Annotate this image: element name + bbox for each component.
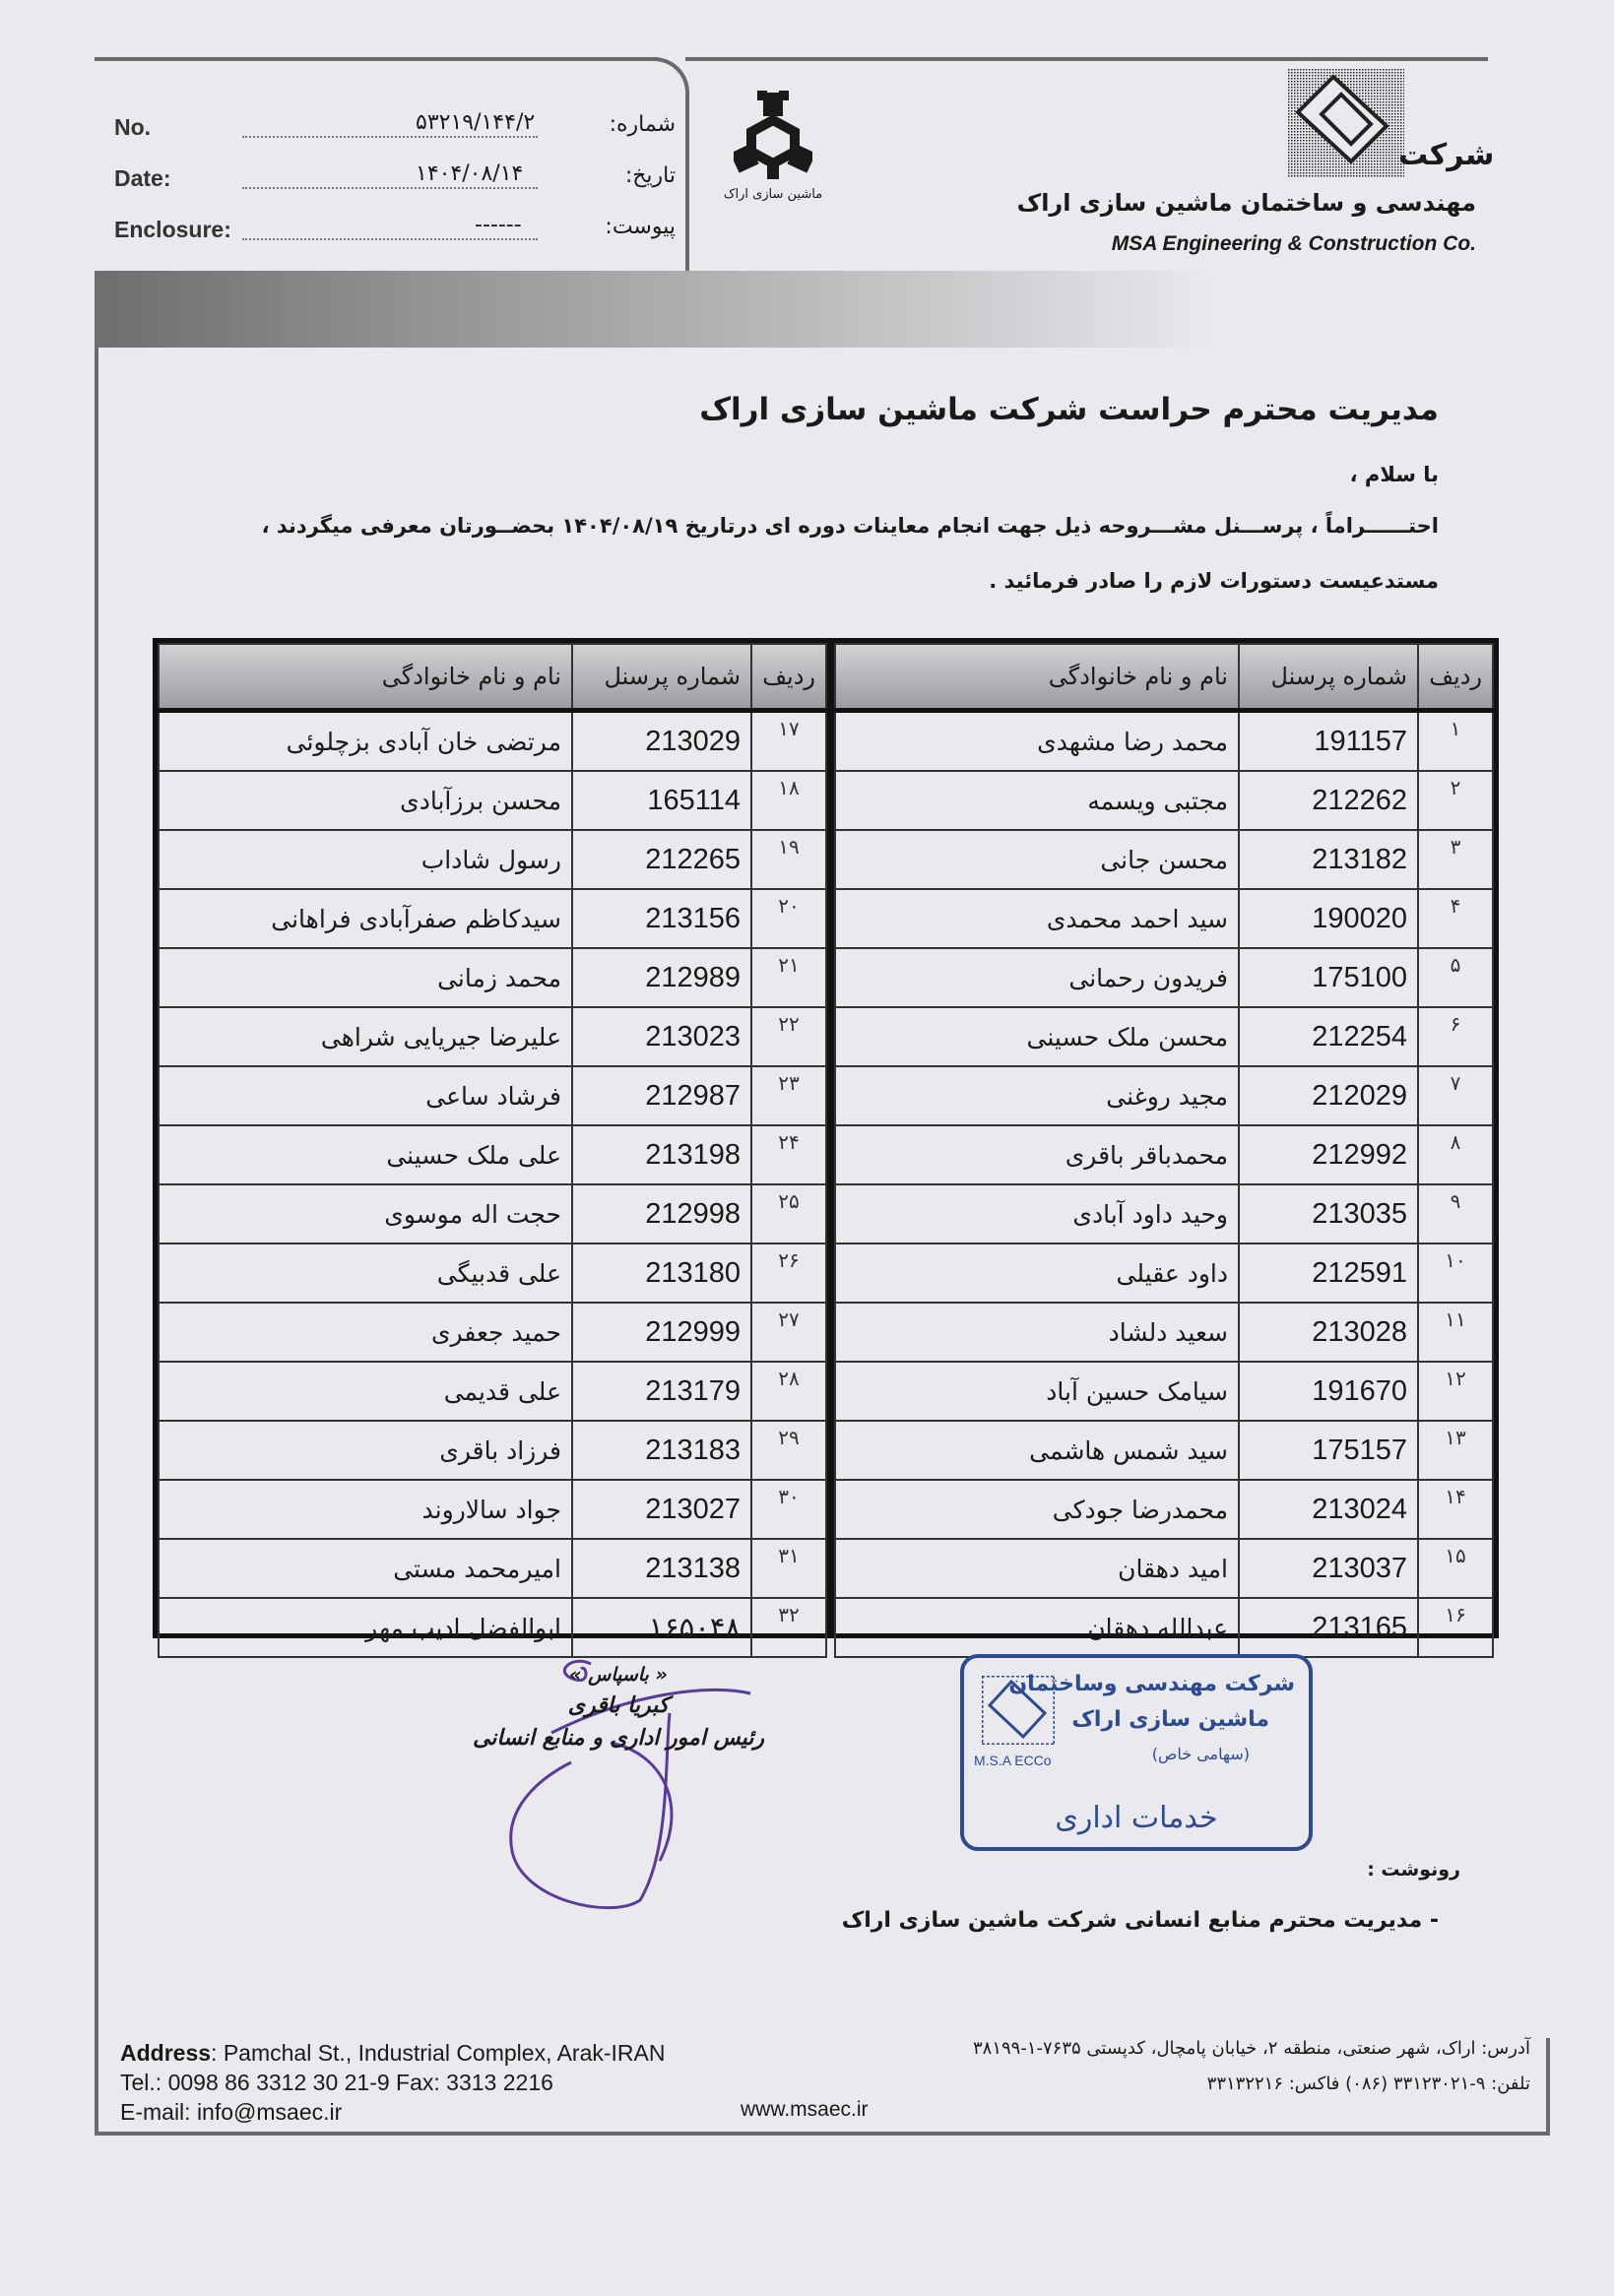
personnel-number-cell: 212989	[572, 948, 751, 1007]
full-name-cell: فرزاد باقری	[159, 1421, 572, 1480]
stamp-bottom-text: خدمات اداری	[1055, 1801, 1218, 1835]
row-number-cell: ۱۵	[1418, 1539, 1493, 1598]
full-name-cell: رسول شاداب	[159, 830, 572, 889]
full-name-cell: سیامک حسین آباد	[835, 1362, 1239, 1421]
table-row	[835, 1303, 1493, 1362]
row-number-cell: ۲۴	[751, 1125, 826, 1184]
full-name-cell: محمد زمانی	[159, 948, 572, 1007]
full-name-cell: امیرمحمد مستی	[159, 1539, 572, 1598]
table-row	[835, 1480, 1493, 1539]
addressee: مدیریت محترم حراست شرکت ماشین سازی اراک	[699, 392, 1439, 427]
table-row	[835, 889, 1493, 948]
table-row	[159, 1421, 826, 1480]
full-name-cell: امید دهقان	[835, 1539, 1239, 1598]
table-row	[159, 711, 826, 772]
row-number-cell: ۱۸	[751, 771, 826, 830]
table-row	[159, 1007, 826, 1066]
signature-thanks: « باسپاس »	[569, 1664, 668, 1686]
table-row	[159, 830, 826, 889]
personnel-number-cell: 213035	[1239, 1184, 1418, 1244]
personnel-number-cell: 213180	[572, 1244, 751, 1303]
footer-address-fa: آدرس: اراک، شهر صنعتی، منطقه ۲، خیابان پامچال، کدپستی ۷۶۳۵-۱-۳۸۱۹۹	[973, 2038, 1530, 2059]
full-name-cell: فریدون رحمانی	[835, 948, 1239, 1007]
cc-item: - مدیریت محترم منابع انسانی شرکت ماشین سازی اراک	[841, 1908, 1439, 1933]
body-line-2: مستدعیست دستورات لازم را صادر فرمائید .	[989, 569, 1439, 593]
greeting: با سلام ،	[1349, 463, 1439, 486]
cc-label: رونوشت :	[1367, 1859, 1460, 1881]
row-number-cell: ۲۳	[751, 1066, 826, 1125]
company-name-en: MSA Engineering & Construction Co.	[1111, 232, 1476, 255]
row-number-cell: ۲۹	[751, 1421, 826, 1480]
enclosure-label-en: Enclosure:	[114, 217, 231, 242]
personnel-number-cell: 213028	[1239, 1303, 1418, 1362]
personnel-number-cell: 213138	[572, 1539, 751, 1598]
full-name-cell: داود عقیلی	[835, 1244, 1239, 1303]
number-label-en: No.	[114, 114, 152, 140]
header-name: نام و نام خانوادگی	[159, 644, 572, 711]
row-number-cell: ۱۹	[751, 830, 826, 889]
row-number-cell: ۱۲	[1418, 1362, 1493, 1421]
table-header-row	[159, 644, 826, 711]
enclosure-line	[114, 211, 676, 250]
table-row	[159, 1244, 826, 1303]
full-name-cell: فرشاد ساعی	[159, 1066, 572, 1125]
number-value: ۵۳۲۱۹/۱۴۴/۲	[410, 110, 541, 135]
personnel-number-cell: 212992	[1239, 1125, 1418, 1184]
row-number-cell: ۱۷	[751, 711, 826, 772]
full-name-cell: محمدباقر باقری	[835, 1125, 1239, 1184]
table-row	[159, 1539, 826, 1598]
date-label-en: Date:	[114, 165, 171, 191]
personnel-number-cell: 212254	[1239, 1007, 1418, 1066]
footer-contact-fa	[973, 2031, 1530, 2102]
row-number-cell: ۱۴	[1418, 1480, 1493, 1539]
full-name-cell: محسن ملک حسینی	[835, 1007, 1239, 1066]
stamp-line-3: (سهامی خاص)	[1151, 1745, 1250, 1763]
table-row	[159, 1480, 826, 1539]
personnel-number-cell: 213182	[1239, 830, 1418, 889]
footer-tel: Tel.: 0098 86 3312 30 21-9 Fax: 3313 2216	[120, 2070, 553, 2095]
row-number-cell: ۸	[1418, 1125, 1493, 1184]
date-value: ۱۴۰۴/۰۸/۱۴	[410, 161, 529, 186]
row-number-cell: ۱۳	[1418, 1421, 1493, 1480]
table-row	[835, 711, 1493, 772]
footer-address-label: Address	[120, 2040, 212, 2066]
personnel-number-cell: ۱۶۵۰۴۸	[572, 1598, 751, 1657]
table-row	[159, 1362, 826, 1421]
gear-cluster-icon	[734, 91, 812, 181]
header-row-no: ردیف	[751, 644, 826, 711]
full-name-cell: علی قدبیگی	[159, 1244, 572, 1303]
company-brand-word: شرکت	[1398, 138, 1495, 172]
row-number-cell: ۳۲	[751, 1598, 826, 1657]
row-number-cell: ۲۶	[751, 1244, 826, 1303]
msa-company-logo	[1288, 69, 1404, 177]
stamp-line-2: ماشین سازی اراک	[1071, 1707, 1269, 1732]
table-row	[835, 948, 1493, 1007]
personnel-number-cell: 212999	[572, 1303, 751, 1362]
table-row	[159, 1066, 826, 1125]
personnel-number-cell: 213165	[1239, 1598, 1418, 1657]
full-name-cell: محسن برزآبادی	[159, 771, 572, 830]
personnel-number-cell: 175157	[1239, 1421, 1418, 1480]
personnel-number-cell: 212998	[572, 1184, 751, 1244]
table-row	[159, 1184, 826, 1244]
date-line	[114, 159, 676, 199]
personnel-number-cell: 212262	[1239, 771, 1418, 830]
header-name: نام و نام خانوادگی	[835, 644, 1239, 711]
full-name-cell: عبدالله دهقان	[835, 1598, 1239, 1657]
row-number-cell: ۶	[1418, 1007, 1493, 1066]
row-number-cell: ۲۵	[751, 1184, 826, 1244]
personnel-number-cell: 213029	[572, 711, 751, 772]
center-logo-caption: ماشین سازی اراک	[723, 187, 823, 202]
personnel-number-cell: 212265	[572, 830, 751, 889]
personnel-number-cell: 213023	[572, 1007, 751, 1066]
header-personnel: شماره پرسنل	[1239, 644, 1418, 711]
row-number-cell: ۵	[1418, 948, 1493, 1007]
personnel-number-cell: 213179	[572, 1362, 751, 1421]
table-row	[159, 1598, 826, 1657]
table-row	[835, 1362, 1493, 1421]
footer-address-text: : Pamchal St., Industrial Complex, Arak-IRAN	[211, 2040, 666, 2066]
row-number-cell: ۲۲	[751, 1007, 826, 1066]
header-personnel: شماره پرسنل	[572, 644, 751, 711]
personnel-number-cell: 212029	[1239, 1066, 1418, 1125]
personnel-number-cell: 213156	[572, 889, 751, 948]
full-name-cell: حمید جعفری	[159, 1303, 572, 1362]
full-name-cell: مرتضی خان آبادی بزچلوئی	[159, 711, 572, 772]
table-row	[835, 1007, 1493, 1066]
table-header-row	[835, 644, 1493, 711]
full-name-cell: وحید داود آبادی	[835, 1184, 1239, 1244]
personnel-number-cell: 175100	[1239, 948, 1418, 1007]
row-number-cell: ۳۰	[751, 1480, 826, 1539]
header-row-no: ردیف	[1418, 644, 1493, 711]
personnel-number-cell: 191157	[1239, 711, 1418, 772]
table-row	[159, 948, 826, 1007]
date-label-fa: تاریخ:	[624, 163, 676, 188]
table-row	[159, 771, 826, 830]
row-number-cell: ۳	[1418, 830, 1493, 889]
row-number-cell: ۲۸	[751, 1362, 826, 1421]
full-name-cell: محمد رضا مشهدی	[835, 711, 1239, 772]
full-name-cell: علیرضا جیریایی شراهی	[159, 1007, 572, 1066]
personnel-number-cell: 213037	[1239, 1539, 1418, 1598]
arak-machine-logo	[714, 91, 832, 219]
full-name-cell: محمدرضا جودکی	[835, 1480, 1239, 1539]
number-line	[114, 108, 676, 148]
table-row	[835, 1125, 1493, 1184]
number-label-fa: شماره:	[609, 112, 676, 137]
full-name-cell: سید احمد محمدی	[835, 889, 1239, 948]
signatory-title: رئیس امور اداری و منابع انسانی	[472, 1726, 765, 1751]
row-number-cell: ۲۱	[751, 948, 826, 1007]
row-number-cell: ۷	[1418, 1066, 1493, 1125]
footer-phone-fa: تلفن: ۹-۳۳۱۲۳۰۲۱ (۰۸۶) فاکس: ۳۳۱۳۲۲۱۶	[1206, 2073, 1530, 2094]
row-number-cell: ۲	[1418, 771, 1493, 830]
personnel-number-cell: 165114	[572, 771, 751, 830]
full-name-cell: سیدکاظم صفرآبادی فراهانی	[159, 889, 572, 948]
personnel-number-cell: 191670	[1239, 1362, 1418, 1421]
enclosure-value: ------	[469, 213, 528, 237]
stamp-line-1: شرکت مهندسی وساختمان	[1008, 1672, 1295, 1696]
row-number-cell: ۴	[1418, 889, 1493, 948]
table-row	[835, 1421, 1493, 1480]
personnel-number-cell: 213027	[572, 1480, 751, 1539]
full-name-cell: مجید روغنی	[835, 1066, 1239, 1125]
row-number-cell: ۲۰	[751, 889, 826, 948]
personnel-table-left	[153, 638, 832, 1644]
letter-header-box	[95, 57, 689, 277]
table-row	[835, 1244, 1493, 1303]
full-name-cell: حجت اله موسوی	[159, 1184, 572, 1244]
footer-contact-en	[120, 2038, 665, 2127]
row-number-cell: ۳۱	[751, 1539, 826, 1598]
row-number-cell: ۲۷	[751, 1303, 826, 1362]
personnel-number-cell: 213024	[1239, 1480, 1418, 1539]
full-name-cell: سید شمس هاشمی	[835, 1421, 1239, 1480]
stamp-msa-text: M.S.A ECCo	[974, 1753, 1052, 1768]
company-stamp	[960, 1654, 1313, 1851]
table-row	[835, 1184, 1493, 1244]
full-name-cell: علی ملک حسینی	[159, 1125, 572, 1184]
table-row	[159, 1125, 826, 1184]
full-name-cell: علی قدیمی	[159, 1362, 572, 1421]
company-name-fa: مهندسی و ساختمان ماشین سازی اراک	[1016, 189, 1476, 217]
table-row	[159, 889, 826, 948]
personnel-number-cell: 213183	[572, 1421, 751, 1480]
header-gray-band	[95, 271, 1217, 348]
full-name-cell: مجتبی ویسمه	[835, 771, 1239, 830]
row-number-cell: ۱۶	[1418, 1598, 1493, 1657]
table-row	[835, 1598, 1493, 1657]
full-name-cell: ابوالفضل ادیب مهر	[159, 1598, 572, 1657]
full-name-cell: جواد سالاروند	[159, 1480, 572, 1539]
personnel-number-cell: 212591	[1239, 1244, 1418, 1303]
personnel-number-cell: 190020	[1239, 889, 1418, 948]
personnel-number-cell: 213198	[572, 1125, 751, 1184]
signatory-name: کبریا باقری	[567, 1693, 670, 1718]
footer-website: www.msaec.ir	[741, 2098, 869, 2121]
personnel-table-right	[829, 638, 1499, 1643]
row-number-cell: ۱	[1418, 711, 1493, 772]
footer-email: E-mail: info@msaec.ir	[120, 2099, 343, 2125]
table-row	[159, 1303, 826, 1362]
full-name-cell: سعید دلشاد	[835, 1303, 1239, 1362]
signature-block	[441, 1664, 796, 1751]
row-number-cell: ۱۱	[1418, 1303, 1493, 1362]
table-row	[835, 771, 1493, 830]
personnel-number-cell: 212987	[572, 1066, 751, 1125]
enclosure-label-fa: پیوست:	[605, 215, 676, 239]
row-number-cell: ۱۰	[1418, 1244, 1493, 1303]
row-number-cell: ۹	[1418, 1184, 1493, 1244]
body-line-1: احتــــــراماً ، پرســـنل مشـــروحه ذیل جهت انجام معاینات دوره ای درتاریخ ۱۴۰۴/۰۸/۱۹ بحضــورتان معرفی میگردند ،	[261, 514, 1439, 538]
table-row	[835, 1066, 1493, 1125]
table-row	[835, 1539, 1493, 1598]
full-name-cell: محسن جانی	[835, 830, 1239, 889]
table-row	[835, 830, 1493, 889]
